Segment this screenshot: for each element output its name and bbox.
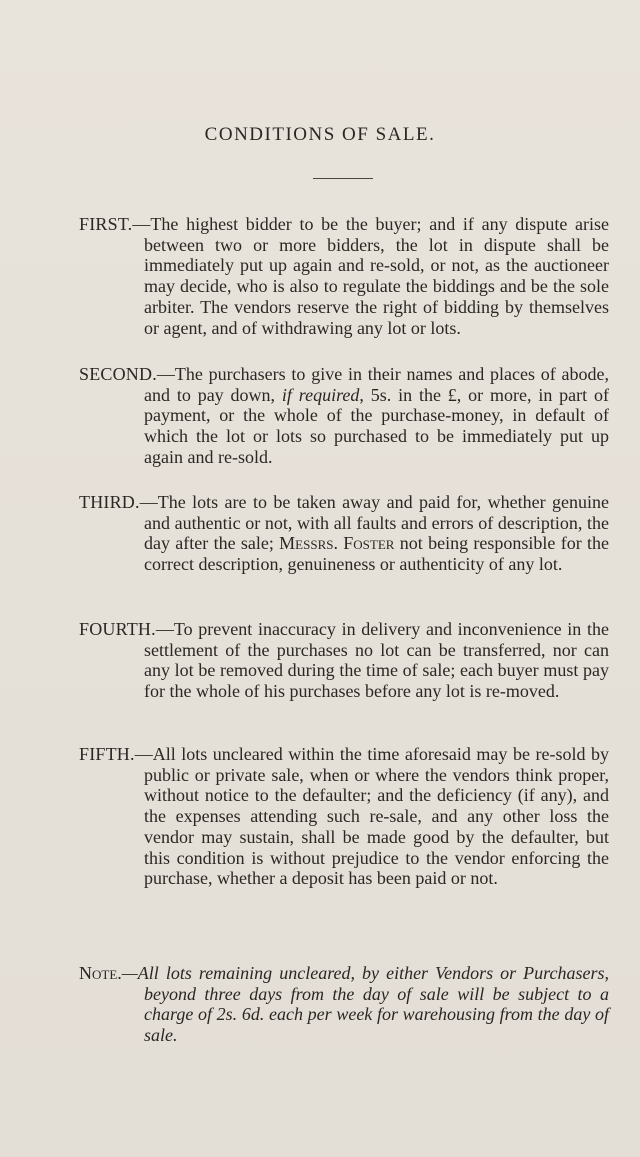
condition-third-text-after: not being responsible for the correct description, genuineness or authenticity of any lot. bbox=[144, 533, 609, 575]
condition-third-text-before: —The lots are to be taken away and paid for, whether genuine and authentic or not, with all faults and errors of description, the day after the sale; bbox=[139, 492, 609, 554]
condition-fifth-heading: FIFTH. bbox=[79, 744, 135, 764]
note bbox=[79, 963, 609, 1046]
condition-fourth-text: —To prevent inaccuracy in delivery and inconvenience in the settlement of the purchases no lot can be transferred, nor can any lot be removed during the time of sale; each buyer must pay for the whole of his purchases before any lot is re-moved. bbox=[144, 619, 609, 702]
condition-second-heading: SECOND. bbox=[79, 364, 157, 384]
condition-third bbox=[79, 492, 609, 575]
condition-second bbox=[79, 364, 609, 468]
note-heading: Note. bbox=[79, 963, 122, 983]
title-divider bbox=[313, 178, 373, 179]
condition-fourth bbox=[79, 619, 609, 702]
note-text: —All lots remaining uncleared, by either Vendors or Purchasers, beyond three days from the day of sale will be subject to a charge of 2s. 6d. each per week for warehousing from the day of sale. bbox=[121, 963, 609, 1046]
condition-second-text-before: —The purchasers to give in their names and places of abode, and to pay down, bbox=[144, 364, 609, 405]
condition-first bbox=[79, 214, 609, 338]
condition-first-text: —The highest bidder to be the buyer; and if any dispute arise between two or more bidders, the lot in dispute shall be immediately put up again and re-sold, or not, as the auctioneer may decide, who is also to regulate the biddings and be the sole arbiter. The vendors reserve the right of bidding by themselves or agent, and of withdrawing any lot or lots. bbox=[132, 214, 609, 338]
page-title: CONDITIONS OF SALE. bbox=[204, 124, 436, 145]
condition-third-heading: THIRD. bbox=[79, 492, 140, 512]
condition-second-text-italic: if required bbox=[281, 384, 360, 405]
condition-first-heading: FIRST. bbox=[79, 214, 133, 234]
condition-fifth-text: —All lots uncleared within the time aforesaid may be re-sold by public or private sale, when or where the vendors think proper, without notice to the defaulter; and the deficiency (if any), and the expenses attending such re-sale, and any other loss the vendor may sustain, shall be made good by the defaulter, but this condition is without prejudice to the vendor enforcing the purchase, whether a deposit has been paid or not. bbox=[134, 744, 609, 889]
condition-fourth-heading: FOURTH. bbox=[79, 619, 156, 639]
condition-third-firm-name: Messrs. Foster bbox=[279, 533, 395, 554]
condition-second-text-after: , 5s. in the £, or more, in part of payment, or the whole of the purchase-money, in default of which the lot or lots so purchased to be immediately put up again and re-sold. bbox=[144, 384, 610, 467]
condition-fifth bbox=[79, 744, 609, 889]
